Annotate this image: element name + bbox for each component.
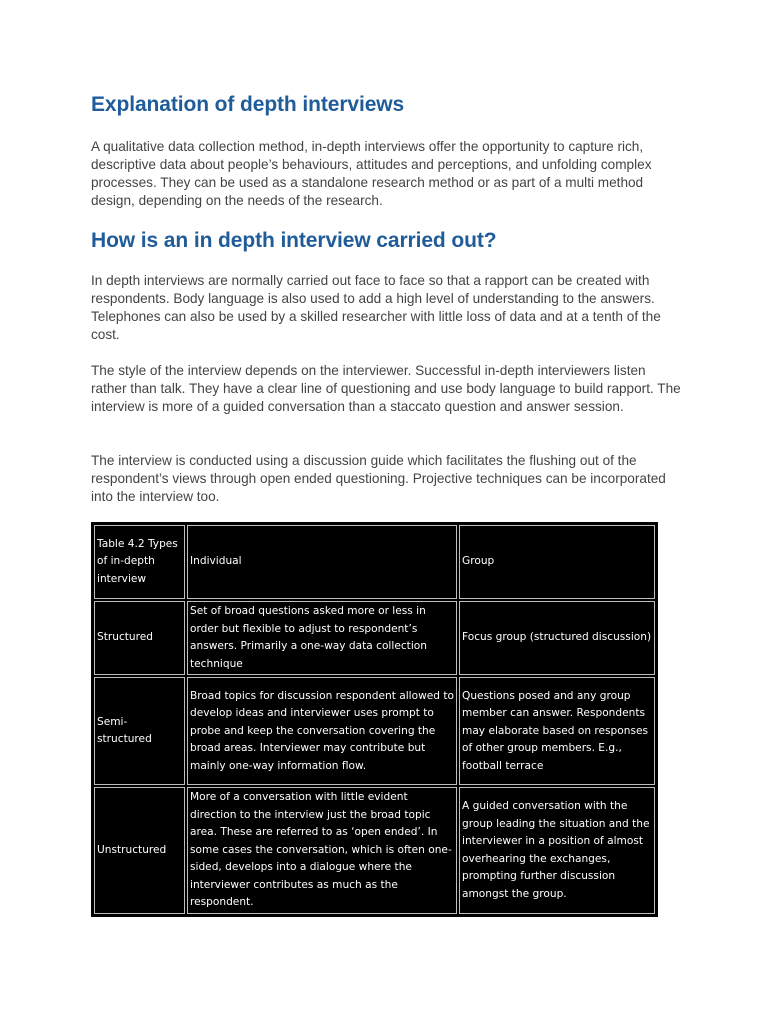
row-individual-cell: Broad topics for discussion respondent allowed to develop ideas and interviewer uses prompt to probe and keep the conversation covering the broad areas. Interviewer may contribute but mainly one-way information flow. (187, 677, 457, 785)
table-row (94, 787, 655, 914)
heading-how-carried-out: How is an in depth interview carried out? (91, 229, 497, 252)
interview-types-table (91, 522, 658, 917)
row-individual-cell: Set of broad questions asked more or less in order but flexible to adjust to respondent’s answers. Primarily a one-way data collection technique (187, 601, 457, 675)
table-row (94, 677, 655, 785)
row-type-cell: Structured (94, 601, 185, 675)
row-type-cell: Semi-structured (94, 677, 185, 785)
table-caption-cell: Table 4.2 Types of in-depth interview (94, 525, 185, 599)
row-individual-cell: More of a conversation with little evident direction to the interview just the broad topic area. These are referred to as ‘open ended’. In some cases the conversation, which is often one-sided, develops into a dialogue where the interviewer contributes as much as the respondent. (187, 787, 457, 914)
paragraph-explanation: A qualitative data collection method, in-depth interviews offer the opportunity to capture rich, descriptive data about people’s behaviours, attitudes and perceptions, and unfolding complex processes. They can be used as a standalone research method or as part of a multi method design, depending on the needs of the research. (91, 139, 652, 208)
table-row (94, 601, 655, 675)
table-header-row (94, 525, 655, 599)
row-group-cell: A guided conversation with the group leading the situation and the interviewer in a position of almost overhearing the exchanges, prompting further discussion amongst the group. (459, 787, 655, 914)
table-grid (92, 523, 657, 916)
heading-explanation: Explanation of depth interviews (91, 93, 405, 116)
header-individual-cell: Individual (187, 525, 457, 599)
paragraph-face-to-face: In depth interviews are normally carried out face to face so that a rapport can be created with respondents. Body language is also used to add a high level of understanding to the answers. Telephones can also be used by a skilled researcher with little loss of data and at a tenth of the cost. (91, 273, 661, 342)
row-type-cell: Unstructured (94, 787, 185, 914)
row-group-cell: Questions posed and any group member can answer. Respondents may elaborate based on responses of other group members. E.g., football terrace (459, 677, 655, 785)
header-group-cell: Group (459, 525, 655, 599)
paragraph-discussion-guide: The interview is conducted using a discussion guide which facilitates the flushing out of the respondent’s views through open ended questioning. Projective techniques can be incorporated into the interview too. (91, 453, 666, 504)
paragraph-interview-style: The style of the interview depends on the interviewer. Successful in-depth interviewers listen rather than talk. They have a clear line of questioning and use body language to build rapport. The interview is more of a guided conversation than a staccato question and answer session. (91, 363, 681, 414)
row-group-cell: Focus group (structured discussion) (459, 601, 655, 675)
